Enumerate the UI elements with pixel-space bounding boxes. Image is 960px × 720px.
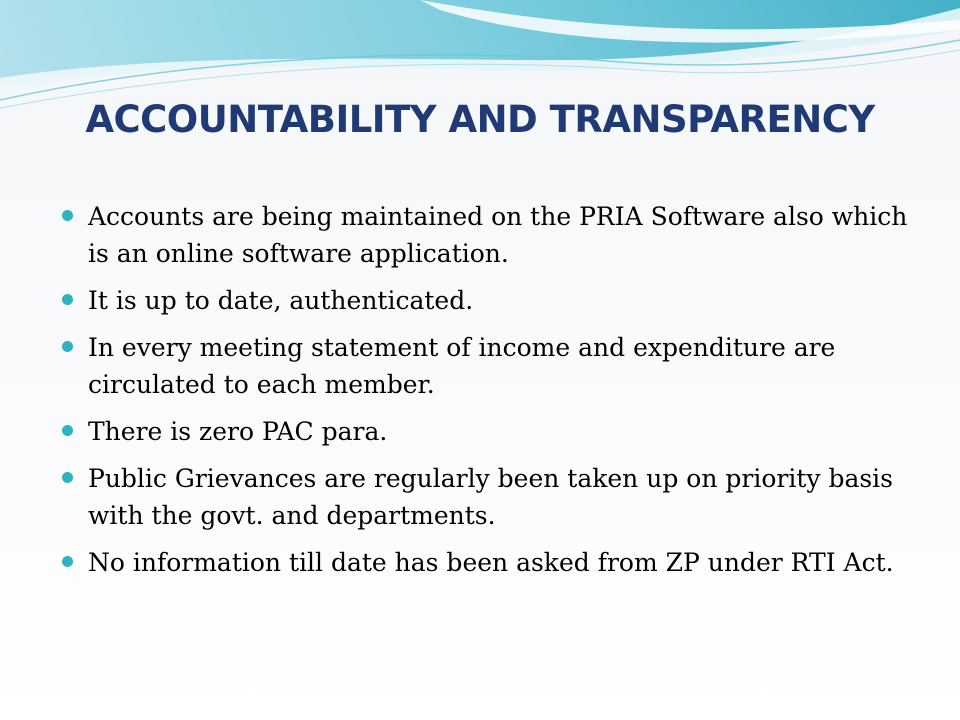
bullet-dot-icon [62, 341, 73, 352]
bullet-text: There is zero PAC para. [88, 417, 388, 446]
bullet-item [88, 198, 918, 272]
bullet-dot-icon [62, 556, 73, 567]
bullet-text: In every meeting statement of income and expenditure are circulated to each member. [88, 333, 836, 399]
bullet-list [88, 198, 918, 591]
bullet-item [88, 413, 918, 450]
bullet-dot-icon [62, 425, 73, 436]
bullet-text: No information till date has been asked from ZP under RTI Act. [88, 548, 894, 577]
bullet-dot-icon [62, 210, 73, 221]
bullet-item [88, 544, 918, 581]
slide-title: ACCOUNTABILITY AND TRANSPARENCY [85, 98, 875, 141]
bullet-text: Accounts are being maintained on the PRIA Software also which is an online software application. [88, 202, 908, 268]
bullet-item [88, 460, 918, 534]
bullet-text: Public Grievances are regularly been taken up on priority basis with the govt. and departments. [88, 464, 894, 530]
bullet-text: It is up to date, authenticated. [88, 286, 474, 315]
bullet-dot-icon [62, 472, 73, 483]
bullet-dot-icon [62, 294, 73, 305]
bullet-item [88, 282, 918, 319]
bullet-item [88, 329, 918, 403]
